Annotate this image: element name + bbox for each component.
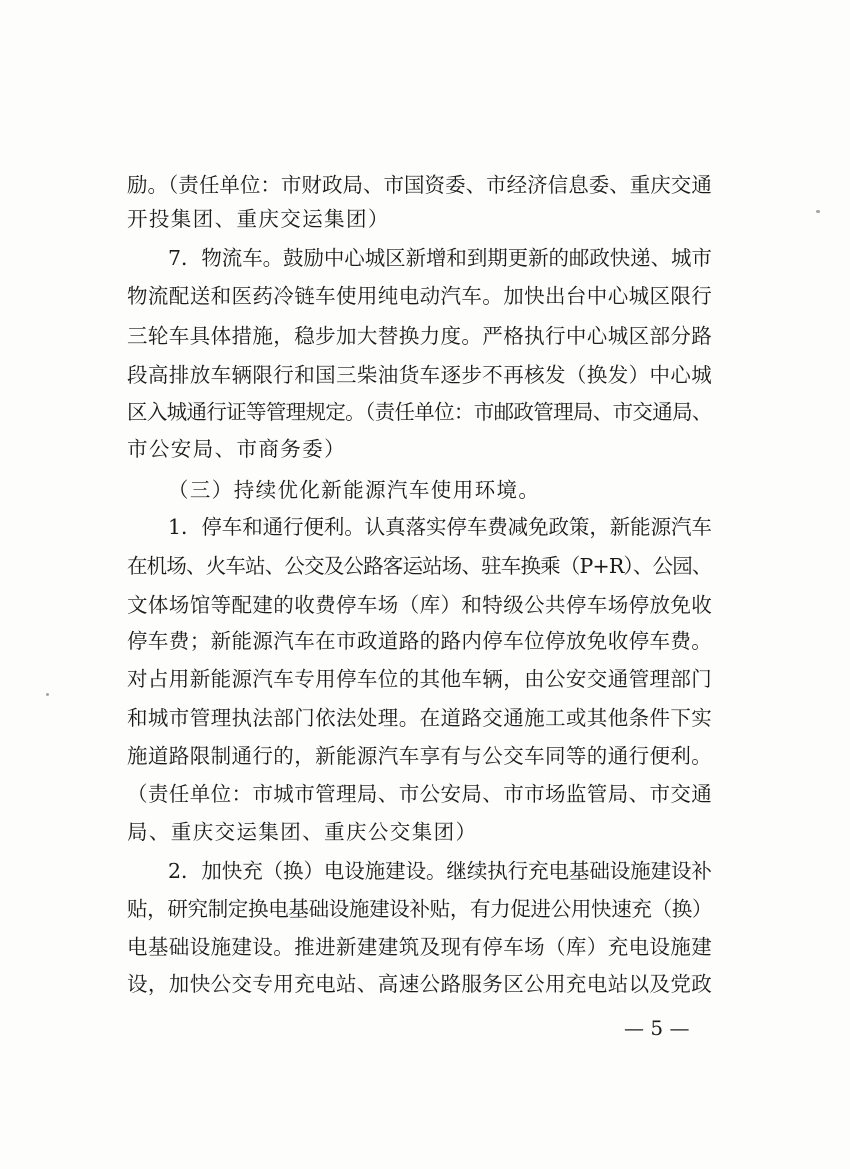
text-line: 区入城通行证等管理规定。（责任单位：市邮政管理局、市交通局、	[127, 400, 712, 424]
text-line: 局、重庆交运集团、重庆公交集团）	[127, 820, 478, 844]
text-line: 在机场、火车站、公交及公路客运站场、驻车换乘（P+R）、公园、	[127, 554, 712, 578]
text-line: 7．物流车。鼓励中心城区新增和到期更新的邮政快递、城市	[168, 246, 712, 270]
text-line: 施道路限制通行的，新能源汽车享有与公交车同等的通行便利。	[127, 744, 713, 768]
text-line: 开投集团、重庆交运集团）	[127, 207, 390, 231]
text-line: 电基础设施建设。推进新建建筑及现有停车场（库）充电设施建	[127, 935, 713, 959]
page-number: — 5 —	[624, 1016, 690, 1040]
text-line: 和城市管理执法部门依法处理。在道路交通施工或其他条件下实	[127, 706, 713, 730]
text-line: 停车费；新能源汽车在市政道路的路内停车位停放免收停车费。	[127, 629, 713, 653]
text-line: 对占用新能源汽车专用停车位的其他车辆，由公安交通管理部门	[127, 667, 713, 691]
text-line: 物流配送和医药冷链车使用纯电动汽车。加快出台中心城区限行	[127, 284, 713, 308]
section-heading: （三）持续优化新能源汽车使用环境。	[168, 478, 541, 502]
text-line: 2．加快充（换）电设施建设。继续执行充电基础设施建设补	[168, 859, 712, 883]
text-line: 段高排放车辆限行和国三柴油货车逐步不再核发（换发）中心城	[127, 363, 713, 387]
text-line: 市公安局、市商务委）	[127, 437, 346, 461]
text-line: 文体场馆等配建的收费停车场（库）和特级公共停车场停放免收	[127, 593, 713, 617]
text-line: 1．停车和通行便利。认真落实停车费减免政策，新能源汽车	[168, 515, 712, 539]
scan-speck	[46, 693, 49, 696]
text-line: 贴，研究制定换电基础设施建设补贴，有力促进公用快速充（换）	[127, 897, 713, 921]
text-line: 励。（责任单位：市财政局、市国资委、市经济信息委、重庆交通	[127, 173, 712, 197]
scan-speck	[816, 210, 820, 213]
text-line: 三轮车具体措施，稳步加大替换力度。严格执行中心城区部分路	[127, 324, 713, 348]
text-line: 设，加快公交专用充电站、高速公路服务区公用充电站以及党政	[127, 972, 713, 996]
text-line: （责任单位：市城市管理局、市公安局、市市场监管局、市交通	[127, 782, 713, 806]
